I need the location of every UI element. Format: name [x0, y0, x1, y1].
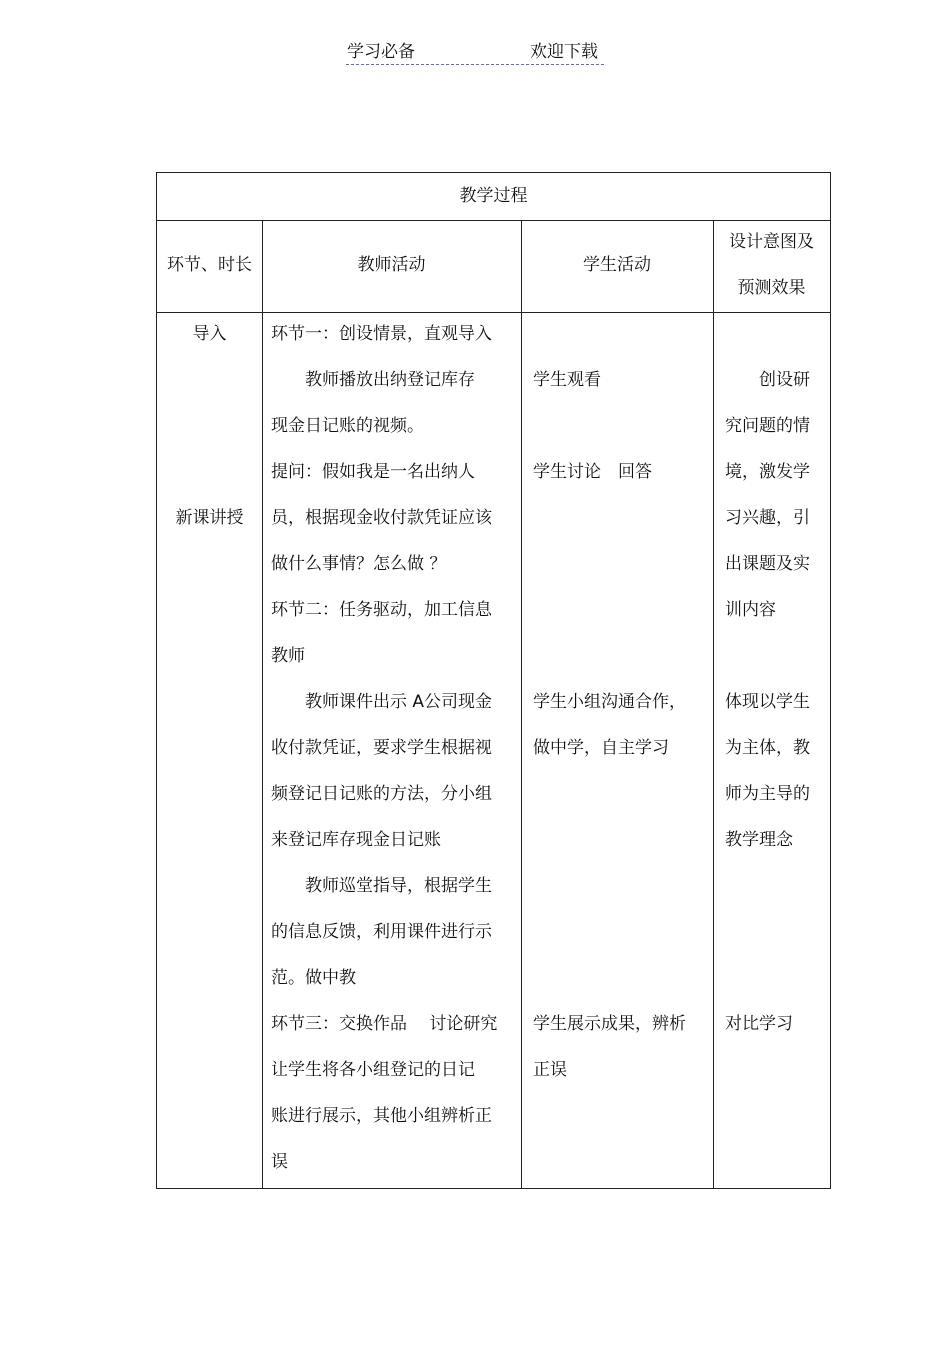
teacher-activity-line: 范。做中教 — [271, 968, 356, 988]
design-intent-line: 教学理念 — [725, 830, 793, 850]
design-intent-line: 师为主导的 — [725, 784, 810, 804]
student-activity-discuss: 学生讨论 回答 — [533, 462, 652, 482]
design-intent-line: 体现以学生 — [725, 692, 810, 712]
teacher-activity-line: 教师播放出纳登记库存 — [271, 370, 475, 390]
teacher-activity-line: 教师课件出示 A公司现金 — [271, 692, 493, 712]
design-intent-line: 习兴趣，引 — [725, 508, 810, 528]
column-header-design-line1: 设计意图及 — [729, 232, 814, 252]
design-intent-line: 出课题及实 — [725, 554, 810, 574]
teacher-activity-line: 的信息反馈，利用课件进行示 — [271, 922, 492, 942]
column-divider — [262, 220, 263, 1189]
design-intent-line: 训内容 — [725, 600, 776, 620]
page-header-left: 学习必备 — [347, 42, 415, 62]
teacher-activity-line: 环节一：创设情景，直观导入 — [271, 324, 492, 344]
design-intent-line: 为主体，教 — [725, 738, 810, 758]
column-header-stage: 环节、时长 — [167, 255, 252, 275]
design-intent-line: 境，激发学 — [725, 462, 810, 482]
student-activity-show: 学生展示成果，辨析 — [533, 1014, 686, 1034]
teacher-activity-line: 教师 — [271, 646, 305, 666]
design-intent-line: 创设研 — [725, 370, 810, 390]
column-header-design-line2: 预测效果 — [737, 278, 806, 298]
teacher-activity-line: 误 — [271, 1152, 288, 1172]
teacher-activity-line: 现金日记账的视频。 — [271, 416, 424, 436]
column-divider — [713, 220, 714, 1189]
teaching-process-table — [156, 172, 831, 1189]
teacher-activity-line: 让学生将各小组登记的日记 — [271, 1060, 475, 1080]
teacher-activity-line: 频登记日记账的方法，分小组 — [271, 784, 492, 804]
teacher-activity-line: 环节三：交换作品 讨论研究 — [271, 1014, 498, 1034]
table-title: 教学过程 — [459, 186, 528, 206]
teacher-activity-line: 账进行展示，其他小组辨析正 — [271, 1106, 492, 1126]
column-header-teacher: 教师活动 — [357, 255, 426, 275]
teacher-activity-line: 来登记库存现金日记账 — [271, 830, 441, 850]
teacher-activity-line: 教师巡堂指导，根据学生 — [271, 876, 492, 896]
teacher-activity-line: 员，根据现金收付款凭证应该 — [271, 508, 492, 528]
page-header-right: 欢迎下载 — [530, 42, 598, 62]
student-activity-show: 正误 — [533, 1060, 567, 1080]
design-intent-line: 究问题的情 — [725, 416, 810, 436]
teacher-activity-line: 做什么事情？怎么做 ？ — [271, 554, 447, 574]
teacher-activity-line: 提问：假如我是一名出纳人 — [271, 462, 475, 482]
student-activity-group: 学生小组沟通合作， — [533, 692, 686, 712]
stage-intro: 导入 — [192, 324, 227, 344]
header-dashed-rule — [346, 64, 604, 65]
design-intent-line: 对比学习 — [725, 1014, 793, 1034]
column-divider — [521, 220, 522, 1189]
stage-new-lesson: 新课讲授 — [175, 508, 244, 528]
student-activity-group: 做中学，自主学习 — [533, 738, 669, 758]
student-activity-watch: 学生观看 — [533, 370, 601, 390]
teacher-activity-line: 环节二：任务驱动，加工信息 — [271, 600, 492, 620]
teacher-activity-line: 收付款凭证，要求学生根据视 — [271, 738, 492, 758]
column-header-student: 学生活动 — [583, 255, 651, 275]
